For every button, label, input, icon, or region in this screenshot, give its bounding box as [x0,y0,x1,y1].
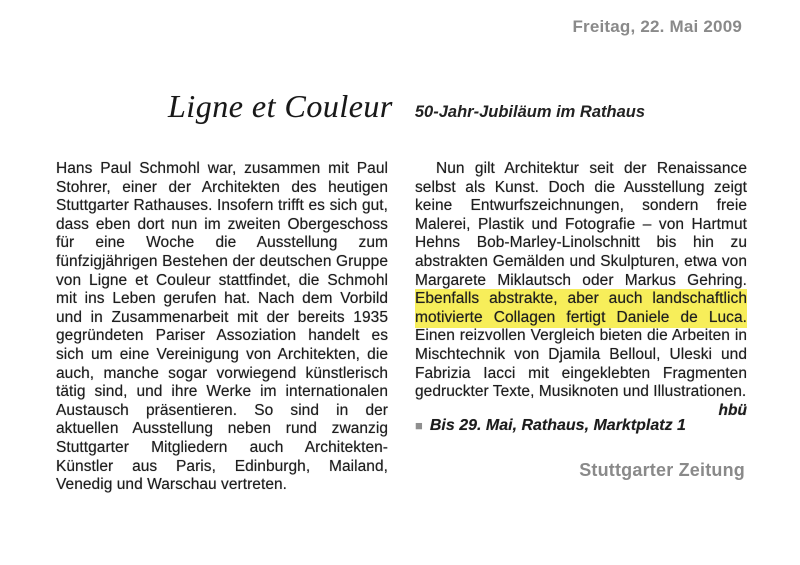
column-right-paragraphs [415,160,747,419]
headline-row [168,88,645,125]
column-left [56,160,388,495]
article-subtitle: 50-Jahr-Jubiläum im Rathaus [414,103,646,121]
text-segment: Nun gilt Architektur seit der Renaissance selbst als Kunst. Doch die Ausstellung zeigt keine Entwurfszeichnungen, sondern freie Malerei, Plastik und Fotografie – von Hartmut Hehns Bob-Marley-Linolschnitt bis hin zu abstrakten Gemälden und Skulpturen, etwa von Margarete Miklautsch oder Markus Gehring. [415,160,747,289]
article-columns [56,160,747,495]
column-right [415,160,747,495]
article-paragraph [415,160,747,419]
square-bullet-icon: ■ [415,417,423,433]
source-name: Stuttgarter Zeitung [579,460,745,480]
event-info-text: Bis 29. Mai, Rathaus, Marktplatz 1 [429,416,686,434]
text-segment: Hans Paul Schmohl war, zusammen mit Paul Stohrer, einer der Architekten des heutigen Stuttgarter Rathauses. Insofern trifft es sich gut, dass eben dort nun im zweiten Obergeschoss für eine Woche die Ausstellung zum fünfzigjährigen Bestehen der deutschen Gruppe von Ligne et Couleur stattfindet, die Schmohl mit ins Leben gerufen hat. Nach dem Vorbild und in Zusammenarbeit mit der bereits 1935 gegründeten Pariser Assoziation handelt es sich um eine Vereinigung von Architekten, die auch, manche sogar vorwiegend künstlerisch tätig sind, und ihre Werke im internationalen Austausch präsentieren. So sind in der aktuellen Ausstellung neben rund zwanzig Stuttgarter Mitgliedern auch Architekten-Künstler aus Paris, Edinburgh, Mailand, Venedig und Warschau vertreten. [56,160,388,494]
clipping-date: Freitag, 22. Mai 2009 [572,17,742,36]
article-title: Ligne et Couleur [168,88,393,124]
author-initials: hbü [718,401,747,419]
article-paragraph [56,160,388,495]
highlighted-text: Ebenfalls abstrakte, aber auch landschaftlich motivierte Collagen fertigt Daniele de Luca. [415,290,747,326]
text-segment: Einen reizvollen Vergleich bieten die Arbeiten in Mischtechnik von Djamila Belloul, Uleski und Fabrizia Iacci mit eingeklebten Fragmenten gedruckter Texte, Musiknoten und Illustrationen. [415,327,747,401]
